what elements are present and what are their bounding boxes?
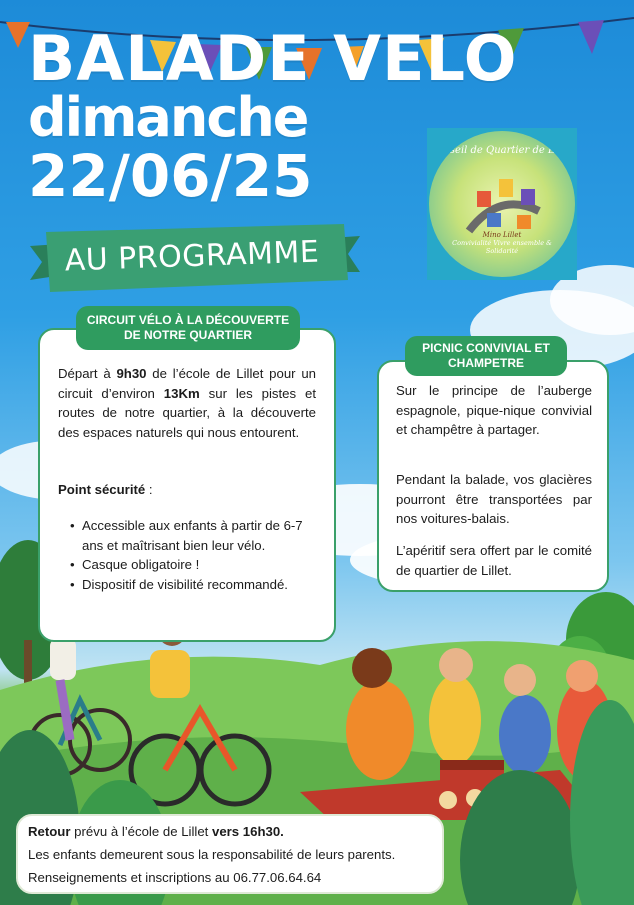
- intro-part-e: sur les pistes et routes de notre quartier, à la découverte des espaces naturels qui nous entourent.: [58, 385, 317, 440]
- contact-line: Renseignements et inscriptions au 06.77.06.64.64: [28, 870, 322, 885]
- picnic-paragraph-3: L’apéritif sera offert par le comité de quartier de Lillet.: [396, 543, 592, 578]
- responsibility-line: Les enfants demeurent sous la responsabilité de leurs parents.: [28, 847, 396, 862]
- logo-small-text: Mino Lillet: [482, 231, 522, 239]
- picnic-paragraph-1: Sur le principe de l’auberge espagnole, pique-nique convivial et champêtre à partager.: [396, 383, 592, 437]
- picnic-paragraph-2: Pendant la balade, vos glacières pourront être transportées par nos voitures-balais.: [396, 472, 592, 526]
- safety-heading: [58, 480, 316, 500]
- safety-title: Point sécurité: [58, 482, 146, 497]
- return-text: prévu à l’école de Lillet: [70, 824, 212, 839]
- logo-houses-icon: [429, 131, 575, 277]
- list-item: • Dispositif de visibilité recommandé.: [66, 575, 322, 595]
- intro-start-time: 9h30: [116, 366, 147, 381]
- logo-bottom-text: Convivialité Vivre ensemble & Solidarité: [452, 239, 552, 255]
- safety-list: [66, 516, 322, 594]
- logo-top-text: Conseil de Quartier de Lillet: [429, 145, 575, 156]
- list-item: • Accessible aux enfants à partir de 6-7 ans et maîtrisant bien leur vélo.: [66, 516, 322, 555]
- return-line: [28, 822, 284, 841]
- neighborhood-council-logo: [427, 128, 577, 280]
- intro-part-a: Départ à: [58, 366, 117, 381]
- return-label: Retour: [28, 824, 71, 839]
- intro-distance: 13Km: [163, 385, 200, 401]
- list-item: • Casque obligatoire !: [66, 555, 322, 575]
- intro-part-c: de l’école de Lillet pour un circuit d’environ: [58, 366, 316, 401]
- return-time: vers 16h30.: [211, 824, 284, 839]
- title-line1: BALADE VELO: [28, 22, 518, 95]
- title-line2: dimanche: [28, 86, 308, 149]
- safety-colon: :: [145, 482, 153, 497]
- flag-orange: [6, 22, 30, 48]
- circuit-intro: [58, 364, 316, 442]
- logo-circle: [429, 131, 575, 277]
- title-date: 22/06/25: [28, 142, 313, 210]
- programme-ribbon-text: AU PROGRAMME: [64, 234, 320, 279]
- circuit-label: CIRCUIT VÉLO À LA DÉCOUVERTE DE NOTRE QUARTIER: [76, 306, 300, 350]
- picnic-label: PICNIC CONVIVIAL ET CHAMPETRE: [405, 336, 567, 376]
